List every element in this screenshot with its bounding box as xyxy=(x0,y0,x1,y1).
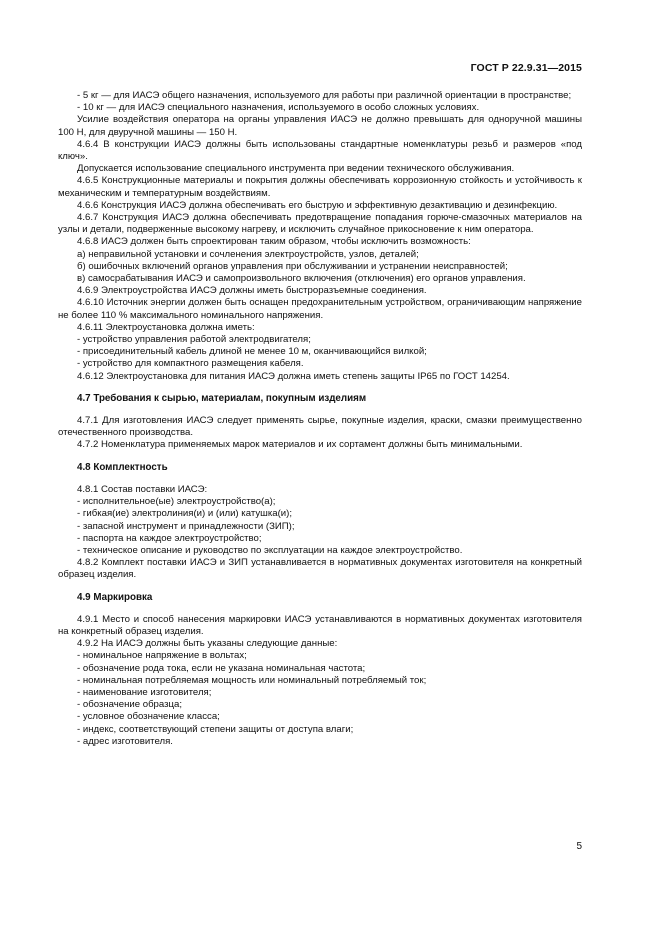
list-item: - устройство для компактного размещения кабеля. xyxy=(77,358,304,370)
list-item: - исполнительное(ые) электроустройство(а); xyxy=(77,496,276,508)
list-item: - обозначение рода тока, если не указана номинальная частота; xyxy=(77,662,366,674)
paragraph: 4.6.12 Электроустановка для питания ИАСЭ должна иметь степень защиты IP65 по ГОСТ 14254. xyxy=(77,370,510,382)
paragraph: - 5 кг — для ИАСЭ общего назначения, используемого для работы при различной ориентации в пространстве; xyxy=(77,90,572,101)
paragraph: 4.7.2 Номенклатура применяемых марок материалов и их сортамент должны быть минимальными. xyxy=(77,439,523,451)
page-content xyxy=(58,90,582,748)
list-item: - присоединительный кабель длиной не менее 10 м, оканчивающийся вилкой; xyxy=(77,346,427,358)
paragraph: 4.6.9 Электроустройства ИАСЭ должны иметь быстроразъемные соединения. xyxy=(77,285,427,297)
paragraph: 4.7.1 Для изготовления ИАСЭ следует применять сырье, покупные изделия, краски, смазки преимущественно отечественного производства. xyxy=(58,415,582,439)
paragraph: 4.6.4 В конструкции ИАСЭ должны быть использованы стандартные номенклатуры резьб и размеров «под ключ». xyxy=(58,138,582,163)
page-number: 5 xyxy=(576,841,582,852)
paragraph: Усилие воздействия оператора на органы управления ИАСЭ не должно превышать для одноручной машины 100 Н, для двуручной машины — 150 Н. xyxy=(58,114,582,138)
list-item: - условное обозначение класса; xyxy=(77,711,220,723)
list-item: в) самосрабатывания ИАСЭ и самопроизвольного включения (отключения) его органов управления. xyxy=(77,273,526,285)
paragraph: 4.8.2 Комплект поставки ИАСЭ и ЗИП устанавливается в нормативных документах изготовителя на конкретный образец изделия. xyxy=(58,557,582,581)
paragraph: 4.9.1 Место и способ нанесения маркировки ИАСЭ устанавливаются в нормативных документах изготовителя на конкретный образец изделия. xyxy=(58,613,582,637)
paragraph: 4.6.7 Конструкция ИАСЭ должна обеспечивать предотвращение попадания горюче-смазочных материалов на узлы и детали, подверженные высокому нагреву, и исключить случайное прикосновение к ним оператора. xyxy=(58,212,582,236)
paragraph: 4.8.1 Состав поставки ИАСЭ: xyxy=(77,483,208,495)
list-item: - индекс, соответствующий степени защиты от доступа влаги; xyxy=(77,723,354,735)
list-item: б) ошибочных включений органов управления при обслуживании и устранении неисправностей; xyxy=(77,260,508,272)
paragraph: 4.6.8 ИАСЭ должен быть спроектирован таким образом, чтобы исключить возможность: xyxy=(77,236,471,248)
paragraph: 4.6.11 Электроустановка должна иметь: xyxy=(77,321,255,333)
paragraph: 4.9.2 На ИАСЭ должны быть указаны следующие данные: xyxy=(77,638,338,650)
paragraph: 4.6.5 Конструкционные материалы и покрытия должны обеспечивать коррозионную стойкость и устойчивость к механическим и температурным воздействиям. xyxy=(58,175,582,199)
paragraph: - 10 кг — для ИАСЭ специального назначения, используемого в особо сложных условиях. xyxy=(77,102,480,114)
section-heading-4-8: 4.8 Комплектность xyxy=(77,461,168,473)
list-item: - наименование изготовителя; xyxy=(77,686,212,698)
list-item: - устройство управления работой электродвигателя; xyxy=(77,334,311,346)
list-item: а) неправильной установки и сочленения электроустройств, узлов, деталей; xyxy=(77,248,419,260)
paragraph: 4.6.6 Конструкция ИАСЭ должна обеспечивать его быструю и эффективную дезактивацию и дезинфекцию. xyxy=(77,199,558,211)
paragraph: 4.6.10 Источник энергии должен быть оснащен предохранительным устройством, ограничивающим напряжение не более 110 % максимального номинального напряжения. xyxy=(58,297,582,321)
section-heading-4-7: 4.7 Требования к сырью, материалам, покупным изделиям xyxy=(77,392,367,404)
list-item: - паспорта на каждое электроустройство; xyxy=(77,532,262,544)
list-item: - номинальное напряжение в вольтах; xyxy=(77,650,247,662)
paragraph: Допускается использование специального инструмента при ведении технического обслуживания. xyxy=(77,163,515,175)
list-item: - гибкая(ие) электролиния(и) и (или) катушка(и); xyxy=(77,508,292,520)
list-item: - техническое описание и руководство по эксплуатации на каждое электроустройство. xyxy=(77,544,463,556)
document-code-header: ГОСТ Р 22.9.31—2015 xyxy=(470,62,582,74)
list-item: - номинальная потребляемая мощность или номинальный потребляемый ток; xyxy=(77,674,427,686)
list-item: - запасной инструмент и принадлежности (ЗИП); xyxy=(77,520,295,532)
list-item: - обозначение образца; xyxy=(77,699,183,711)
section-heading-4-9: 4.9 Маркировка xyxy=(77,591,153,603)
list-item: - адрес изготовителя. xyxy=(77,735,173,747)
